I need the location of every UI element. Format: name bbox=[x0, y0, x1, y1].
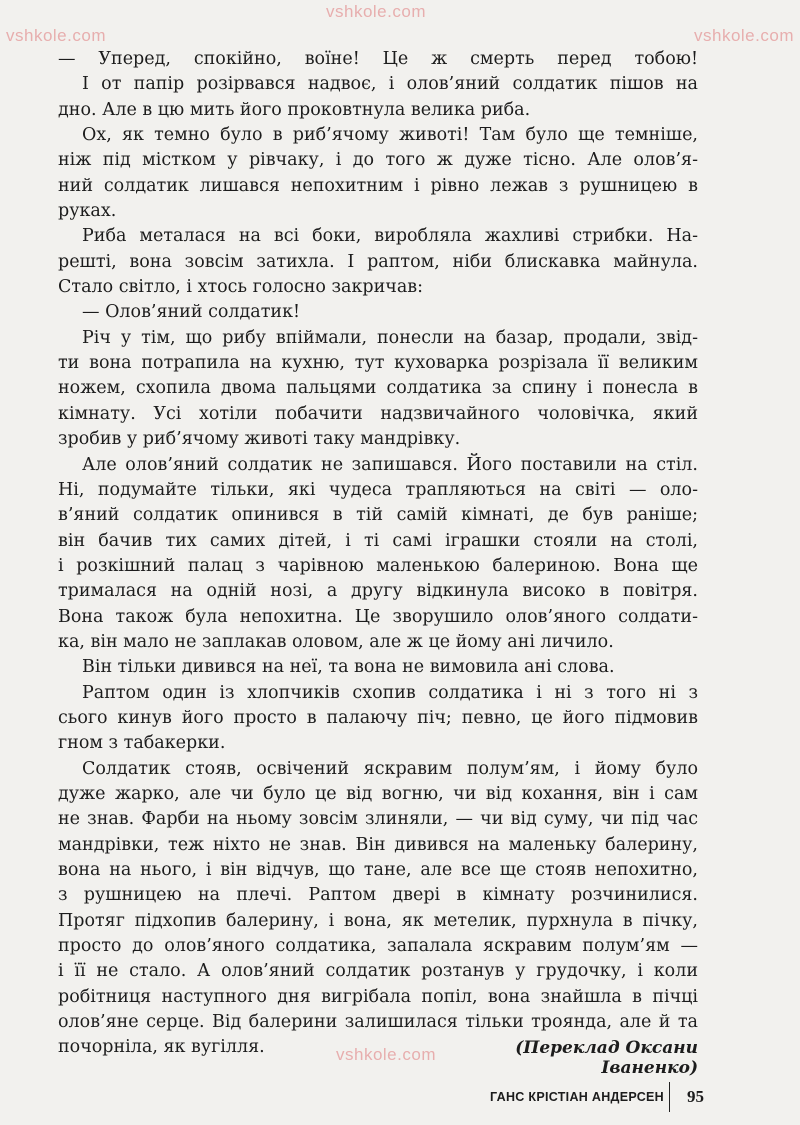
running-footer-author: ГАНС КРІСТІАН АНДЕРСЕН bbox=[490, 1090, 664, 1104]
text-line: Стало світло, і хтось голосно закричав: bbox=[58, 277, 424, 298]
text-line: Солдатик стояв, освічений яскравим полум’ям, і йому було bbox=[82, 758, 698, 779]
text-line: решті, вона зовсім затихла. І раптом, ніби блискавка майнула. bbox=[58, 251, 698, 272]
text-line: і її не стало. А олов’яний солдатик розтанув у грудочку, і коли bbox=[58, 961, 698, 982]
text-line: — Олов’яний солдатик! bbox=[82, 302, 301, 323]
text-line: з рушницею на плечі. Раптом двері в кімнату розчинилися. bbox=[58, 885, 698, 906]
text-line: ти вона потрапила на кухню, тут куховарка розрізала її великим bbox=[58, 353, 698, 374]
text-line: Раптом один із хлопчиків схопив солдатика і ні з того ні з bbox=[82, 682, 698, 703]
text-line: руках. bbox=[58, 201, 117, 222]
text-line: дуже жарко, але чи було це від вогню, чи від кохання, він і сам bbox=[58, 783, 698, 804]
text-line: Риба металася на всі боки, виробляла жахливі стрибки. На- bbox=[82, 226, 698, 247]
text-line: трималася на одній нозі, а другу відкинула високо в повітря. bbox=[58, 581, 698, 602]
text-line: зробив у риб’ячому животі таку мандрівку. bbox=[58, 429, 461, 450]
text-line: просто до олов’яного солдатика, запалала яскравим полум’ям — bbox=[58, 936, 698, 957]
text-line: Вона також була непохитна. Це зворушило олов’яного солдати- bbox=[58, 606, 698, 627]
text-line: ний солдатик лишався непохитним і рівно лежав з рушницею в bbox=[58, 175, 698, 196]
text-line: не знав. Фарби на ньому зовсім злиняли, — чи від суму, чи під час bbox=[58, 809, 698, 830]
translation-credit: (Переклад Оксани Іваненко) bbox=[515, 1038, 698, 1078]
text-line: ка, він мало не заплакав оловом, але ж це йому ані личило. bbox=[58, 631, 614, 652]
text-line: Але олов’яний солдатик не запишався. Його поставили на стіл. bbox=[82, 454, 698, 475]
text-line: дно. Але в цю мить його проковтнула велика риба. bbox=[58, 99, 531, 120]
text-line: Він тільки дивився на неї, та вона не вимовила ані слова. bbox=[82, 657, 615, 678]
page-footer bbox=[470, 1082, 710, 1114]
text-line: гном з табакерки. bbox=[58, 733, 226, 754]
text-line: Ох, як темно було в риб’ячому животі! Там було ще темніше, bbox=[82, 125, 698, 146]
watermark: vshkole.com bbox=[6, 26, 106, 45]
text-line: Річ у тім, що рибу впіймали, понесли на базар, продали, звід- bbox=[82, 327, 698, 348]
text-line: вона на нього, і він відчув, що тане, але все ще стояв непохитно, bbox=[58, 860, 698, 880]
watermark: vshkole.com bbox=[326, 2, 426, 21]
story-text bbox=[58, 47, 698, 1061]
watermark: vshkole.com bbox=[694, 26, 794, 45]
text-line: робітниця наступного дня вигрібала попіл, вона знайшла в пічці bbox=[58, 986, 698, 1007]
text-line: почорніла, як вугілля. bbox=[58, 1037, 265, 1058]
text-line: сього кинув його просто в палаючу піч; певно, це його підмовив bbox=[58, 707, 698, 728]
text-line: І от папір розірвався надвоє, і олов’яний солдатик пішов на bbox=[82, 74, 698, 95]
text-line: Протяг підхопив балерину, і вона, як метелик, пурхнула в пічку, bbox=[58, 910, 698, 931]
text-line: — Уперед, спокійно, воїне! Це ж смерть перед тобою! bbox=[58, 49, 698, 69]
text-line: він бачив тих самих дітей, і ті самі іграшки стояли на столі, bbox=[58, 530, 698, 551]
text-line: ножем, схопила двома пальцями солдатика за спину і понесла в bbox=[58, 378, 698, 399]
text-line: мандрівки, теж ніхто не знав. Він дивився на маленьку балерину, bbox=[58, 834, 698, 855]
footer-divider bbox=[669, 1082, 670, 1112]
page-number: 95 bbox=[687, 1087, 704, 1106]
text-line: в’яний солдатик опинився в тій самій кімнаті, де був раніше; bbox=[58, 505, 698, 526]
text-line: і розкішний палац з чарівною маленькою балериною. Вона ще bbox=[58, 555, 698, 576]
text-line: Ні, подумайте тільки, які чудеса трапляються на світі — оло- bbox=[58, 479, 698, 500]
watermark: vshkole.com bbox=[336, 1045, 436, 1064]
text-line: олов’яне серце. Від балерини залишилася тільки троянда, але й та bbox=[58, 1012, 698, 1033]
text-line: ніж під містком у рівчаку, і до того ж дуже тісно. Але олов’я- bbox=[58, 150, 698, 171]
text-line: кімнату. Усі хотіли побачити надзвичайного чоловічка, який bbox=[58, 403, 698, 424]
